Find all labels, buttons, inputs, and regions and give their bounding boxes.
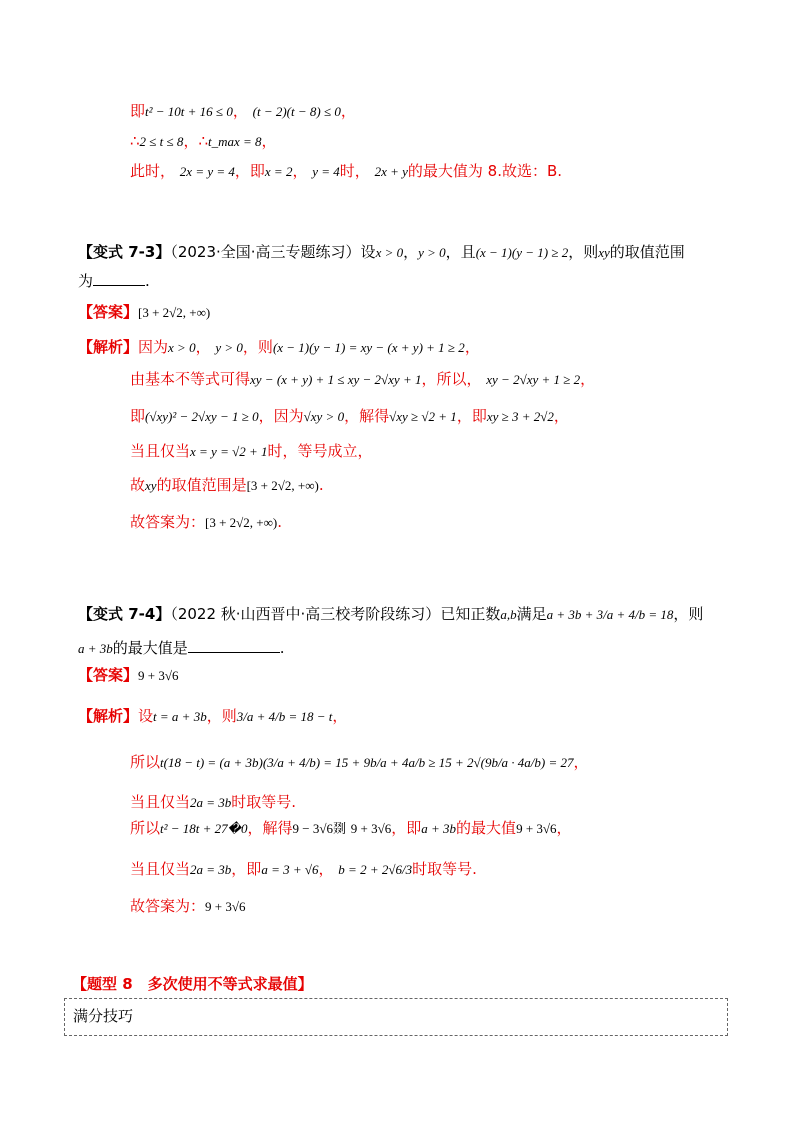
- section-8-title: 【题型 8 多次使用不等式求最值】: [72, 975, 313, 993]
- q74-stem-line-2: a + 3b的最大值是 .: [78, 639, 285, 657]
- q73-analysis-6: 故答案为：[3 + 2√2, +∞).: [130, 513, 283, 531]
- q73-stem-line-1: 【变式 7-3】（2023·全国·高三专题练习）设x > 0，y > 0，且(x − 1)(y − 1) ≥ 2，则xy的取值范围: [78, 243, 685, 261]
- q73-answer: 【答案】[3 + 2√2, +∞): [78, 303, 211, 321]
- tips-box: [64, 998, 728, 1036]
- q73-analysis-4: 当且仅当x = y = √2 + 1时，等号成立，: [130, 442, 373, 460]
- answer-blank: [188, 638, 280, 653]
- q73-analysis-3: 即(√xy)² − 2√xy − 1 ≥ 0，因为√xy > 0，解得√xy ≥ √2 + 1，即xy ≥ 3 + 2√2，: [130, 407, 569, 425]
- q73-analysis-5: 故xy的取值范围是[3 + 2√2, +∞).: [130, 476, 324, 494]
- q74-analysis-4: 所以t² − 18t + 27�0，解得9 − 3√6剟 9 + 3√6，即a + 3b的最大值9 + 3√6，: [130, 819, 572, 837]
- top-line-2: ∴2 ≤ t ≤ 8，∴t_max = 8，: [130, 132, 277, 150]
- q74-answer: 【答案】9 + 3√6: [78, 666, 179, 684]
- top-line-3: 此时， 2x = y = 4，即x = 2， y = 4时， 2x + y的最大值为 8.故选：B.: [130, 162, 563, 180]
- q74-analysis-5: 当且仅当2a = 3b，即a = 3 + √6， b = 2 + 2√6/3时取等号.: [130, 860, 477, 878]
- q74-analysis-6: 故答案为：9 + 3√6: [130, 897, 246, 915]
- q74-analysis-3: 当且仅当2a = 3b时取等号.: [130, 793, 297, 811]
- q73-analysis-2: 由基本不等式可得xy − (x + y) + 1 ≤ xy − 2√xy + 1，所以， xy − 2√xy + 1 ≥ 2，: [130, 370, 596, 388]
- q74-analysis-2: 所以t(18 − t) = (a + 3b)(3/a + 4/b) = 15 + 9b/a + 4a/b ≥ 15 + 2√(9b/a · 4a/b) = 27，: [130, 753, 589, 771]
- answer-blank: [93, 271, 145, 286]
- tips-label: 满分技巧: [73, 1007, 134, 1025]
- q73-stem-line-2: 为 .: [78, 272, 150, 290]
- q74-stem-line-1: 【变式 7-4】（2022 秋·山西晋中·高三校考阶段练习）已知正数a,b满足a + 3b + 3/a + 4/b = 18，则: [78, 605, 704, 623]
- q74-analysis-1: 【解析】设t = a + 3b，则3/a + 4/b = 18 − t，: [78, 707, 348, 725]
- top-line-1: 即t² − 10t + 16 ≤ 0， (t − 2)(t − 8) ≤ 0，: [130, 102, 356, 120]
- q73-analysis-1: 【解析】因为x > 0， y > 0，则(x − 1)(y − 1) = xy − (x + y) + 1 ≥ 2，: [78, 338, 480, 356]
